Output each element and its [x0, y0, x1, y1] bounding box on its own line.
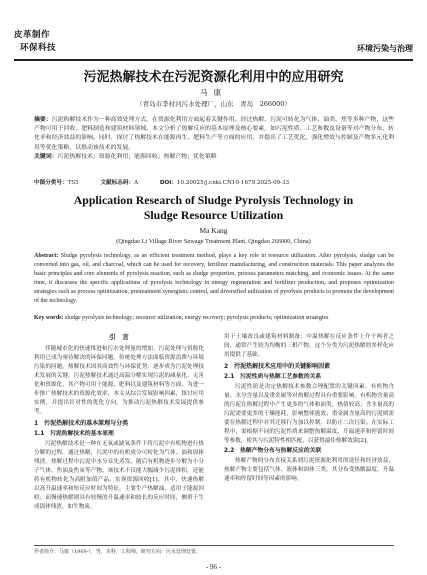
chinese-title: 污泥热解技术在污泥资源化利用中的应用研究 [83, 70, 344, 85]
english-abstract-label: Abstract: [34, 253, 59, 259]
journal-header [14, 28, 413, 58]
chinese-keywords-label: 关键词： [34, 153, 58, 160]
section-1-heading: 1 污泥热解技术的基本原理与分类 [34, 420, 129, 427]
footnote-rule [34, 545, 394, 546]
body-right-column [224, 333, 394, 484]
clc-value: TS5 [67, 180, 79, 186]
section-2-2-heading: 2.2 热解产物分布与热解反应的关联 [224, 448, 322, 454]
right-continuation-paragraph: 用于土壤改良或建筑材料制备；中温热解在反应条件上介于两者之间，通常产生较为均衡的三相产物，这个分类为污泥热解的多样化应用提供了基础。 [224, 334, 394, 358]
intro-paragraph: 伴随城市化的快速推进和污水处理量的增加，污泥处理与资源化利用已成为亟待解决的环保问题。传统处理方法面临资源浪费与环境污染的问题，热解技术因其高效性与环保优势，逐步成为污泥处理技术发展的关键。污泥热解技术通过高温分解实现污泥的减量化、无害化和资源化，其产物可用于能源、肥料以及建筑材料等方面，为进一步推广热解技术的资源化效率，本文从综合发展影响因素，探讨应用实例，并提出针对性的优化方向，为推动污泥热解技术发展提供参考。 [34, 346, 204, 415]
header-rule [14, 59, 413, 61]
doi-value: 10.20025/j.cnki.CN10-1679.2025-09-33 [176, 180, 290, 186]
english-keywords-label: Key words: [34, 315, 64, 321]
english-title-line2: Sludge Resource Utilization [143, 208, 284, 222]
chinese-abstract-label: 摘要： [34, 117, 52, 123]
english-keywords [34, 314, 394, 323]
section-2-2-paragraph: 热解产物的分布直接关系到污泥资源化利用的途径和经济效益，热解产物主要包括气体、液体和固体三类，其分布受热解温度、升温速率和停留时间等因素的影响。 [224, 458, 394, 482]
section-1-1-paragraph: 污泥热解技术是一种在无氧或缺氧条件下将污泥中有机物进行热分解的过程。通过热解，污泥中的有机成分可转化为气体、油和固体残渣。热解过程中污泥中水分首先蒸发，随后有机物逐步分解为小分子气体、焦油及焦炭等产物，该技术不仅能大幅减少污泥体积，还能将有机物转化为高附加值产品，实现资源回收[1]。其中，快速热解以高升温速率和短反应时间为特征，主要生产热解油，适用于能源回收；而慢速热解则具有较慢的升温速率和较长的反应时间，侧重于生成固体残渣，如生物炭。 [34, 441, 204, 510]
english-affiliation: (Qingdao Li Village River Sewage Treatment Plant, Qingdao 266000, China) [116, 238, 311, 245]
chinese-affiliation: （青岛市李村河污水处理厂，山东 青岛 266000） [136, 100, 291, 108]
doc-code-label: 文献标志码： [100, 180, 135, 186]
english-abstract [34, 252, 394, 307]
section-label: 环境污染与治理 [357, 44, 413, 53]
page-number: - 96 - [205, 563, 222, 571]
english-keywords-text: sludge pyrolysis technology; resource utilization; energy recovery; pyrolysis products; optimization strategies [65, 315, 329, 321]
english-abstract-text: Sludge pyrolysis technology, as an efficient treatment method, plays a key role in resource utilization. After pyrolysis, sludge can be converted into gas, oil, and charcoal, which can be used for recovery, fertilizer manufacturing, and construction materials. This paper analyzes the basic principles and core elements of pyrolysis reaction, such as sludge properties, process parameters matching, and economic issues. At the same time, it discusses the specific applications of pyrolysis technology in energy regeneration and fertilizer production, and proposes optimization strategies such as process optimization, pretreatment synergistic control, and diversified utilization of pyrolysis products to promote the development of the technology. [34, 253, 395, 305]
chinese-author: 马康 [200, 88, 227, 97]
english-author: Ma Kang [199, 226, 228, 235]
section-2-1-heading: 2.1 污泥性质与热解工艺参数的关系 [224, 374, 322, 380]
section-1-1-heading: 1.1 污泥热解技术的基本原理 [34, 431, 114, 437]
intro-heading: 引 言 [109, 333, 129, 341]
doi-label: DOI： [159, 180, 177, 186]
english-title-line1: Application Research of Sludge Pyrolysis Technology in [73, 193, 354, 207]
doc-code-value: A [134, 180, 139, 186]
journal-name-line2: 环保科技 [20, 43, 57, 53]
chinese-abstract-text: 污泥热解技术作为一种高效处理方式，在资源化利用方面起着关键作用。经过热解，污泥可转化为气体、油类、焦等多种产物，这些产物可用于回收、肥料制造和建筑材料领域。本文分析了热解反应的基本原理及核心要素，如污泥性质、工艺参数及设备等对产物分布、转化率和经济效益的影响。同时，探讨了热解技术在能源再生、肥料生产等方面的应用，并提出了工艺优化、强化增效与控制及产物多元化利用等优化策略，以推动该技术的发展。 [34, 117, 395, 151]
chinese-keywords [34, 153, 394, 162]
chinese-keywords-text: 污泥热解技术；资源化利用；能源回收；热解产物；优化策略 [57, 153, 217, 160]
classification-row [34, 178, 394, 186]
section-2-heading: 2 污泥热解技术应用中的关键影响因素 [224, 363, 331, 370]
english-title [0, 193, 427, 223]
section-2-1-paragraph: 污泥性质是决定热解技术参数合理配置的关键因素。有机物含量、水分含量以及重金属等对热解过程具有重要影响。有机物含量高的污泥在热解过程中产生更多的气体和油类，热值较高；含水量高的污泥需要更多的干燥能耗，影响整体能效；重金属含量高的污泥则需要在热解过程中对其迁移行为加以控制，以防止二次污染。在实际工程中，需根据不同的污泥性质来调整热解温度、升温速率和停留时间等参数，使其与污泥特性相匹配，以获得最佳热解效果[2]。 [224, 384, 394, 444]
author-footnote: 作者简介：马康（1969-），男，本科，工程师，研究方向：污水处理处置。 [34, 549, 201, 555]
clc-label: 中图分类号： [34, 180, 68, 186]
journal-name-line1: 皮革制作 [14, 30, 51, 40]
body-left-column [34, 333, 204, 512]
journal-logo [14, 28, 76, 53]
chinese-abstract [34, 116, 394, 162]
